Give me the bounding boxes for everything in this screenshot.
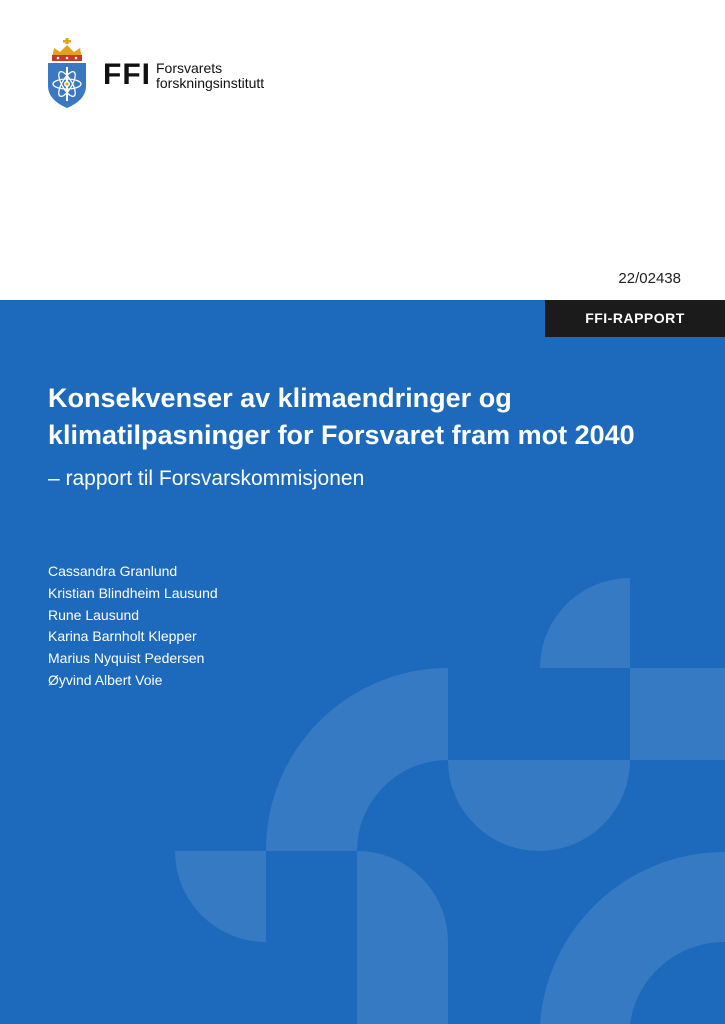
deco-shape-quarter-bottom: [357, 851, 448, 1024]
author-item: Kristian Blindheim Lausund: [48, 584, 218, 601]
report-title-line2: klimatilpasninger for Forsvaret fram mot 2040: [48, 420, 635, 450]
report-subtitle: – rapport til Forsvarskommisjonen: [48, 467, 365, 490]
ffi-crest-icon: [46, 38, 88, 108]
deco-shape-ring-bottom: [540, 852, 725, 1024]
ffi-logo-mark: FFI: [103, 58, 151, 91]
ffi-logo-name-line2: forskningsinstitutt: [156, 75, 265, 91]
deco-shape-bowl: [448, 760, 630, 851]
author-item: Øyvind Albert Voie: [48, 671, 163, 688]
ffi-logo-name-line1: Forsvarets: [156, 60, 223, 76]
deco-shape-square-right: [630, 668, 725, 760]
report-header: [0, 0, 725, 300]
deco-shape-quarter-top: [540, 578, 630, 668]
deco-shape-ring-arc: [266, 668, 448, 851]
ffi-logo-name: [156, 61, 264, 91]
author-item: Karina Barnholt Klepper: [48, 628, 197, 645]
author-list: [48, 561, 218, 692]
report-type-badge: FFI-RAPPORT: [545, 300, 725, 337]
deco-shape-quarter-left: [175, 851, 266, 942]
author-item: Marius Nyquist Pedersen: [48, 650, 205, 667]
report-number: 22/02438: [618, 270, 681, 287]
author-item: Rune Lausund: [48, 606, 140, 623]
report-title-line1: Konsekvenser av klimaendringer og: [48, 383, 512, 413]
author-item: Cassandra Granlund: [48, 563, 178, 579]
report-title: [48, 380, 708, 454]
